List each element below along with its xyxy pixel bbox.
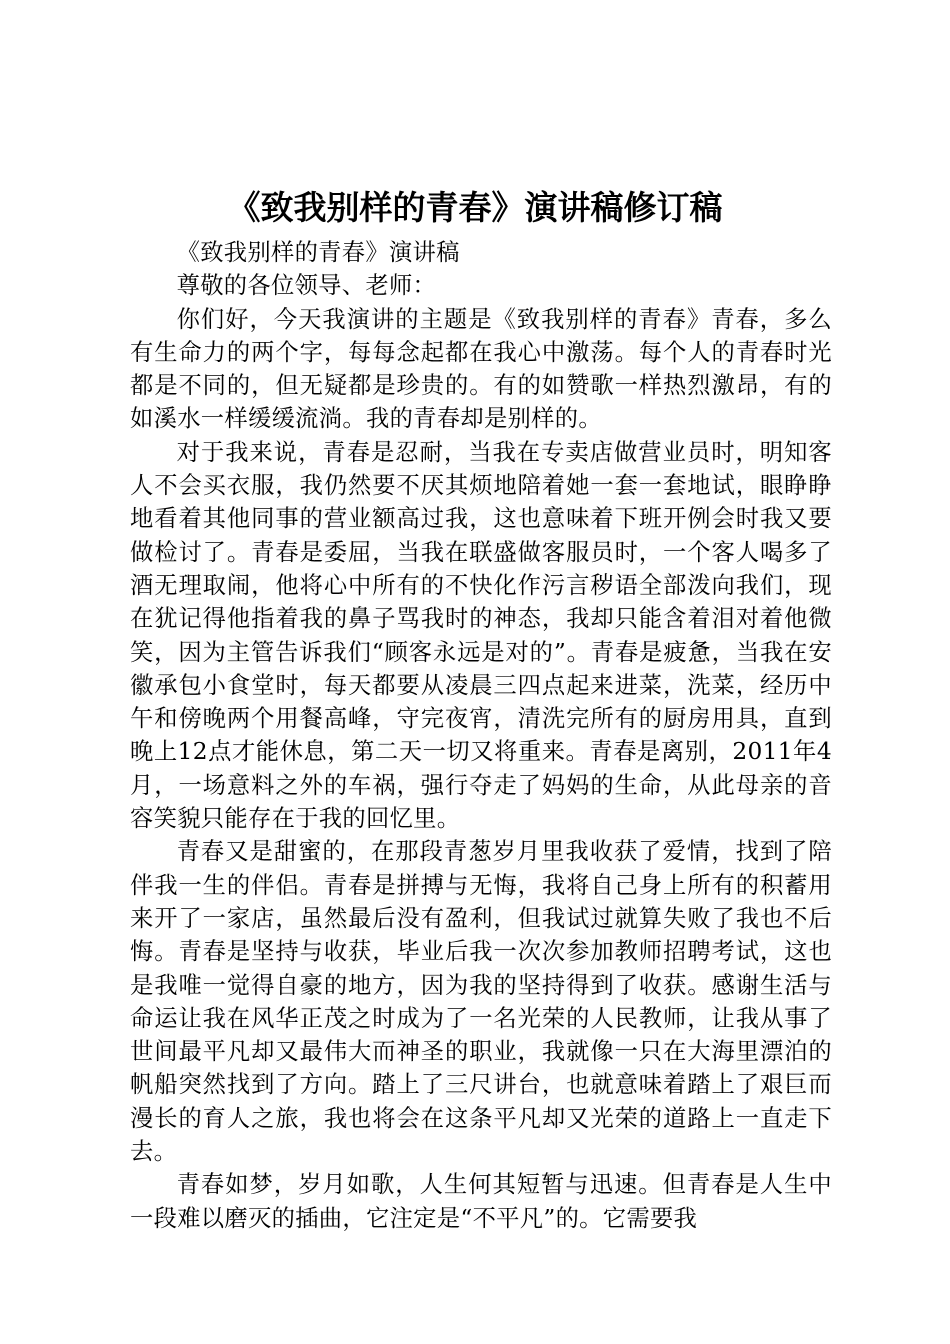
body-paragraph-4: 青春如梦，岁月如歌，人生何其短暂与迅速。但青春是人生中一段难以磨灭的插曲，它注定是“不平凡”的。它需要我 <box>130 1171 832 1232</box>
salutation-paragraph: 尊敬的各位领导、老师： <box>176 272 437 300</box>
body-paragraph-1: 你们好，今天我演讲的主题是《致我别样的青春》青春，多么有生命力的两个字，每每念起都在我心中激荡。每个人的青春时光都是不同的，但无疑都是珍贵的。有的如赞歌一样热烈激昂，有的如溪水一样缓缓流淌。我的青春却是别样的。 <box>130 305 832 433</box>
document-body <box>130 236 832 1235</box>
document-title: 《致我别样的青春》演讲稿修订稿 <box>227 188 723 227</box>
body-paragraph-2: 对于我来说，青春是忍耐，当我在专卖店做营业员时，明知客人不会买衣服，我仍然要不厌其烦地陪着她一套一套地试，眼睁睁地看着其他同事的营业额高过我，这也意味着下班开例会时我又要做检讨了。青春是委屈，当我在联盛做客服员时，一个客人喝多了酒无理取闹，他将心中所有的不快化作污言秽语全部泼向我们，现在犹记得他指着我的鼻子骂我时的神态，我却只能含着泪对着他微笑，因为主管告诉我们“顾客永远是对的”。青春是疲惫，当我在安徽承包小食堂时，每天都要从凌晨三四点起来进菜，洗菜，经历中午和傍晚两个用餐高峰，守完夜宵，清洗完所有的厨房用具，直到晚上12点才能休息，第二天一切又将重来。青春是离别，2011年4月，一场意料之外的车祸，强行夺走了妈妈的生命，从此母亲的音容笑貌只能存在于我的回忆里。 <box>130 438 832 833</box>
subtitle-paragraph: 《致我别样的青春》演讲稿 <box>176 239 460 266</box>
body-paragraph-3: 青春又是甜蜜的，在那段青葱岁月里我收获了爱情，找到了陪伴我一生的伴侣。青春是拼搏与无悔，我将自己身上所有的积蓄用来开了一家店，虽然最后没有盈利，但我试过就算失败了我也不后悔。青春是坚持与收获，毕业后我一次次参加教师招聘考试，这也是我唯一觉得自豪的地方，因为我的坚持得到了收获。感谢生活与命运让我在风华正茂之时成为了一名光荣的人民教师，让我从事了世间最平凡却又最伟大而神圣的职业，我就像一只在大海里漂泊的帆船突然找到了方向。踏上了三尺讲台，也就意味着踏上了艰巨而漫长的育人之旅，我也将会在这条平凡却又光荣的道路上一直走下去。 <box>130 838 832 1166</box>
